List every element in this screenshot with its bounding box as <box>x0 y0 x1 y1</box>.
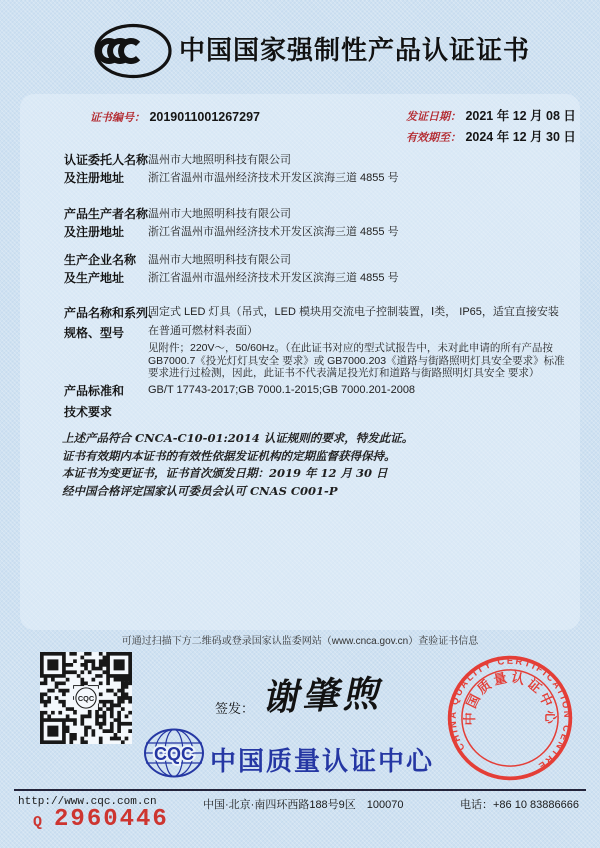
issue-date-label: 发证日期： <box>406 110 461 123</box>
serial-prefix: Q <box>33 814 43 831</box>
signed-by-label: 签发： <box>215 701 255 716</box>
qr-center-logo-text: CQC <box>77 694 95 704</box>
field-producer-label: 产品生产者名称 及注册地址 <box>64 207 149 239</box>
field-applicant-value: 温州市大地照明科技有限公司 浙江省温州市温州经济技术开发区滨海三道 4855 号 <box>148 154 399 184</box>
issue-date-value: 2021 年 12 月 08 日 <box>465 109 576 123</box>
seal-outer-text: CHINA QUALITY CERTIFICATION CENTRE <box>446 654 574 774</box>
issuer-name: 中国质量认证中心 <box>210 746 435 776</box>
field-product-name <box>64 303 569 379</box>
footer-phone: 电话：+86 10 83886666 <box>460 799 579 811</box>
qr-verification-note: 可通过扫描下方二维码或登录国家认监委网站（www.cnca.gov.cn）查验证书信息 <box>121 636 479 647</box>
qr-code <box>40 652 132 744</box>
statement-line: 经中国合格评定国家认可委员会认可 CNAS C001-P <box>62 483 338 498</box>
certificate-number-value: 2019011001267297 <box>149 110 260 124</box>
valid-until-value: 2024 年 12 月 30 日 <box>465 130 576 144</box>
serial-digits: 2960446 <box>54 806 169 833</box>
certificate-number-row <box>90 108 260 126</box>
field-manufacturer-value: 温州市大地照明科技有限公司 浙江省温州市温州经济技术开发区滨海三道 4855 号 <box>148 254 399 284</box>
field-standards-label: 产品标准和 技术要求 <box>64 384 125 419</box>
cqc-globe-icon <box>143 727 205 779</box>
field-standards <box>64 381 569 425</box>
footer-address: 中国·北京·南四环西路188号9区 100070 <box>203 799 404 811</box>
field-producer <box>64 205 569 245</box>
statement-line: 本证书为变更证书，证书首次颁发日期：2019 年 12 月 30 日 <box>62 466 388 480</box>
field-manufacturer <box>64 251 569 291</box>
field-standards-value: GB/T 17743-2017;GB 7000.1-2015;GB 7000.201-2008 <box>148 384 416 396</box>
certificate-statements <box>62 430 542 500</box>
valid-until-label: 有效期至： <box>406 131 461 144</box>
field-producer-value: 温州市大地照明科技有限公司 浙江省温州市温州经济技术开发区滨海三道 4855 号 <box>148 208 399 238</box>
field-manufacturer-label: 生产企业名称 及生产地址 <box>64 253 137 285</box>
seal-inner-text: 中国质量认证中心 <box>462 669 558 727</box>
field-product-name-value: 固定式 LED 灯具（吊式，LED 模块用交流电子控制装置，Ⅰ类， IP65，适宜直接安装在普通可燃材料表面） 见附件；220V～，50/60Hz。（在此证书对应的型式试报告中，未对此申请的所有产品按 GB7000.7《投光灯灯具安全 要求》或 GB7000.203《道路与街路照明灯具安全要求》标准要求进行过检测，因此，此证书不代表满足投光灯和道路与街路照明灯具安全 要求） <box>148 306 565 379</box>
ccc-mark-icon <box>92 22 174 80</box>
field-product-name-label: 产品名称和系列、 规格、型号 <box>64 306 161 340</box>
statement-line: 上述产品符合 CNCA-C10-01:2014 认证规则的要求，特发此证。 <box>62 431 414 445</box>
cqc-logo-text: CQC <box>154 744 194 764</box>
cqc-red-seal <box>444 652 576 784</box>
certificate-dates <box>406 106 576 148</box>
field-applicant <box>64 151 569 191</box>
signature-handwriting: 谢肇煦 <box>261 672 383 720</box>
certificate-number-label: 证书编号： <box>90 111 145 124</box>
certificate-title: 中国国家强制性产品认证证书 <box>179 35 531 65</box>
footer-url: http://www.cqc.com.cn <box>18 796 157 808</box>
serial-number <box>33 806 169 833</box>
statement-line: 证书有效期内本证书的有效性依据发证机构的定期监督获得保持。 <box>62 448 396 463</box>
footer-divider <box>14 789 586 791</box>
field-applicant-label: 认证委托人名称 及注册地址 <box>64 153 149 185</box>
